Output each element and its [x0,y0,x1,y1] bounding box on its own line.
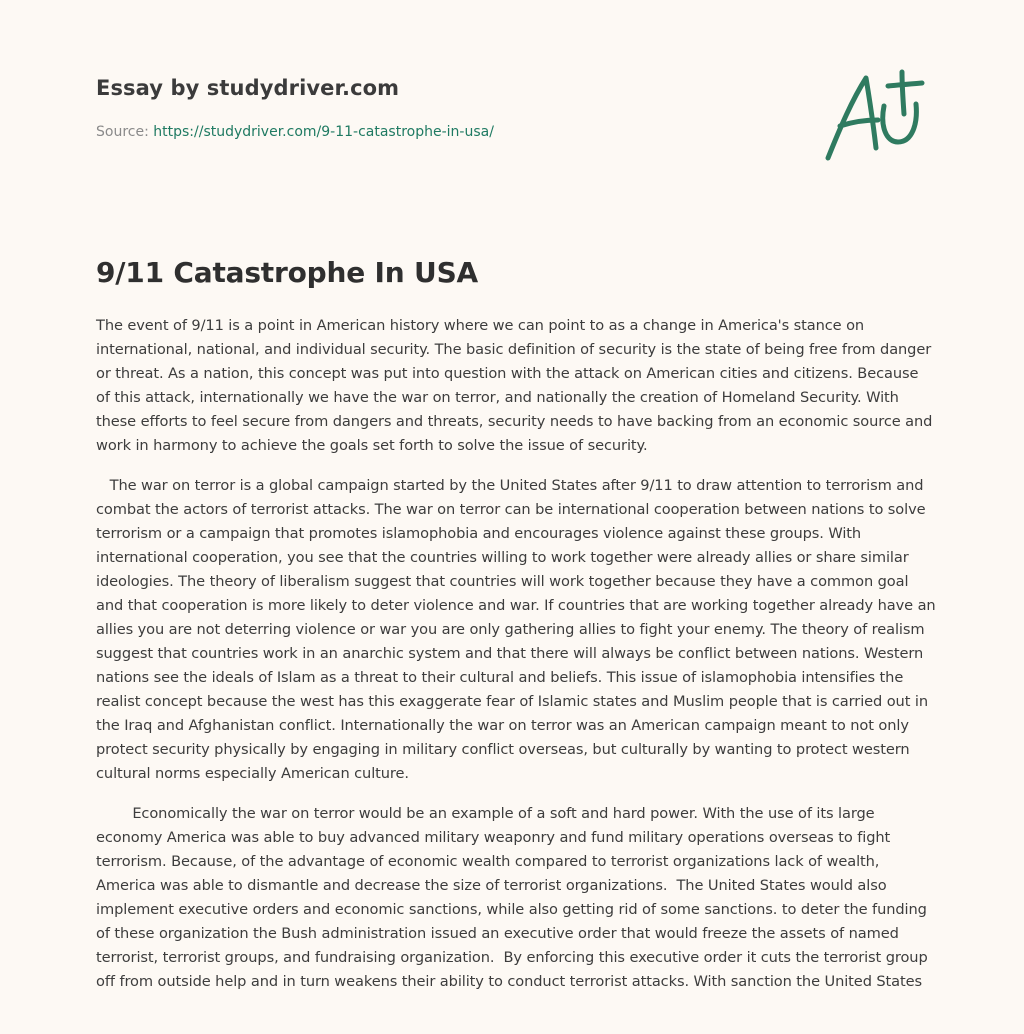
essay-paragraph: Economically the war on terror would be an example of a soft and hard power. With the use of its large economy America was able to buy advanced military weaponry and fund military operations overseas to fight terrorism. Because, of the advantage of economic wealth compared to terrorist organizations lack of wealth, America was able to dismantle and decrease the size of terrorist organizations. The United States would also implement executive orders and economic sanctions, while also getting rid of some sanctions. to deter the funding of these organization the Bush administration issued an executive order that would freeze the assets of named terrorist, terrorist groups, and fundraising organization. By enforcing this executive order it cuts the terrorist group off from outside help and in turn weakens their ability to conduct terrorist attacks. With sanction the United States [96,805,933,990]
source-link[interactable]: https://studydriver.com/9-11-catastrophe-in-usa/ [153,124,494,140]
source-label: Source: [96,124,154,140]
essay-title: 9/11 Catastrophe In USA [96,256,479,289]
essay-paragraph: The event of 9/11 is a point in American history where we can point to as a change in America's stance on international, national, and individual security. The basic definition of security is the state of being free from danger or threat. As a nation, this concept was put into question with the attack on American cities and citizens. Because of this attack, internationally we have the war on terror, and nationally the creation of Homeland Security. With these efforts to feel secure from dangers and threats, security needs to have backing from an economic source and work in harmony to achieve the goals set forth to solve the issue of security. [96,317,937,454]
site-title: Essay by studydriver.com [96,76,400,100]
a-plus-grade-icon [818,66,930,166]
essay-body [96,314,941,1010]
essay-paragraph: The war on terror is a global campaign started by the United States after 9/11 to draw attention to terrorism and combat the actors of terrorist attacks. The war on terror can be international cooperation between nations to solve terrorism or a campaign that promotes islamophobia and encourages violence against these groups. With international cooperation, you see that the countries willing to work together were already allies or share similar ideologies. The theory of liberalism suggest that countries will work together because they have a common goal and that cooperation is more likely to deter violence and war. If countries that are working together already have an allies you are not deterring violence or war you are only gathering allies to fight your enemy. The theory of realism suggest that countries work in an anarchic system and that there will always be conflict between nations. Western nations see the ideals of Islam as a threat to their cultural and beliefs. This issue of islamophobia intensifies the realist concept because the west has this exaggerate fear of Islamic states and Muslim people that is carried out in the Iraq and Afghanistan conflict. Internationally the war on terror was an American campaign meant to not only protect security physically by engaging in military conflict overseas, but culturally by wanting to protect western cultural norms especially American culture. [96,477,941,782]
source-line [96,124,494,140]
